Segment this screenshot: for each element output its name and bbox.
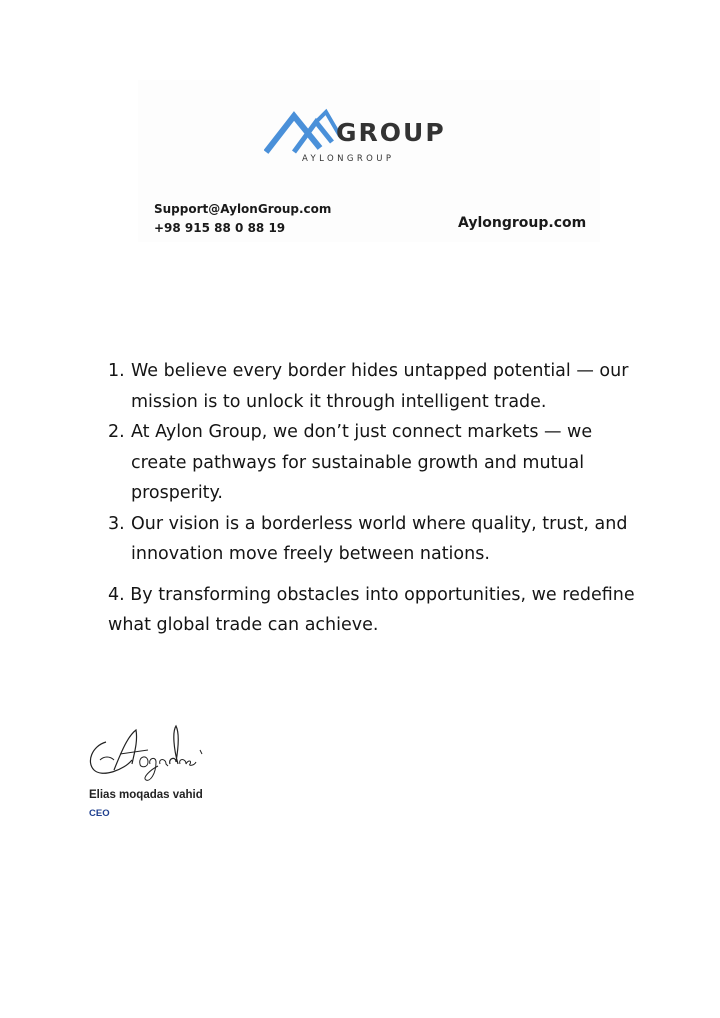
statement-text: We believe every border hides untapped potential — our mission is to unlock it through intelligent trade.: [131, 361, 629, 412]
logo-subtitle: AYLONGROUP: [302, 154, 395, 164]
statement-number: 3.: [108, 513, 125, 534]
statement-item: [108, 509, 648, 570]
statement-text: Our vision is a borderless world where quality, trust, and innovation move freely between nations.: [131, 513, 628, 564]
statement-number: 4.: [108, 584, 125, 605]
statement-item: [108, 356, 648, 417]
statement-item: [108, 417, 648, 509]
handwritten-signature: [84, 720, 214, 786]
statement-text: At Aylon Group, we don’t just connect markets — we create pathways for sustainable growth and mutual prosperity.: [131, 422, 593, 503]
statement-number: 2.: [108, 422, 125, 442]
company-logo: [264, 108, 444, 168]
phone-number: +98 915 88 0 88 19: [154, 221, 286, 235]
statement-number: 1.: [108, 361, 125, 381]
statement-text: By transforming obstacles into opportunities, we redefine what global trade can achieve.: [108, 584, 635, 635]
signer-name: Elias moqadas vahid: [89, 789, 203, 801]
contact-info: [154, 200, 331, 238]
signer-title: CEO: [89, 808, 110, 819]
statement-item: [108, 580, 648, 641]
website-address: Aylongroup.com: [458, 215, 587, 231]
statement-list: [108, 356, 648, 641]
letterhead: [138, 80, 600, 242]
support-email: Support@AylonGroup.com: [154, 202, 332, 216]
logo-brand-text: GROUP: [336, 118, 446, 147]
